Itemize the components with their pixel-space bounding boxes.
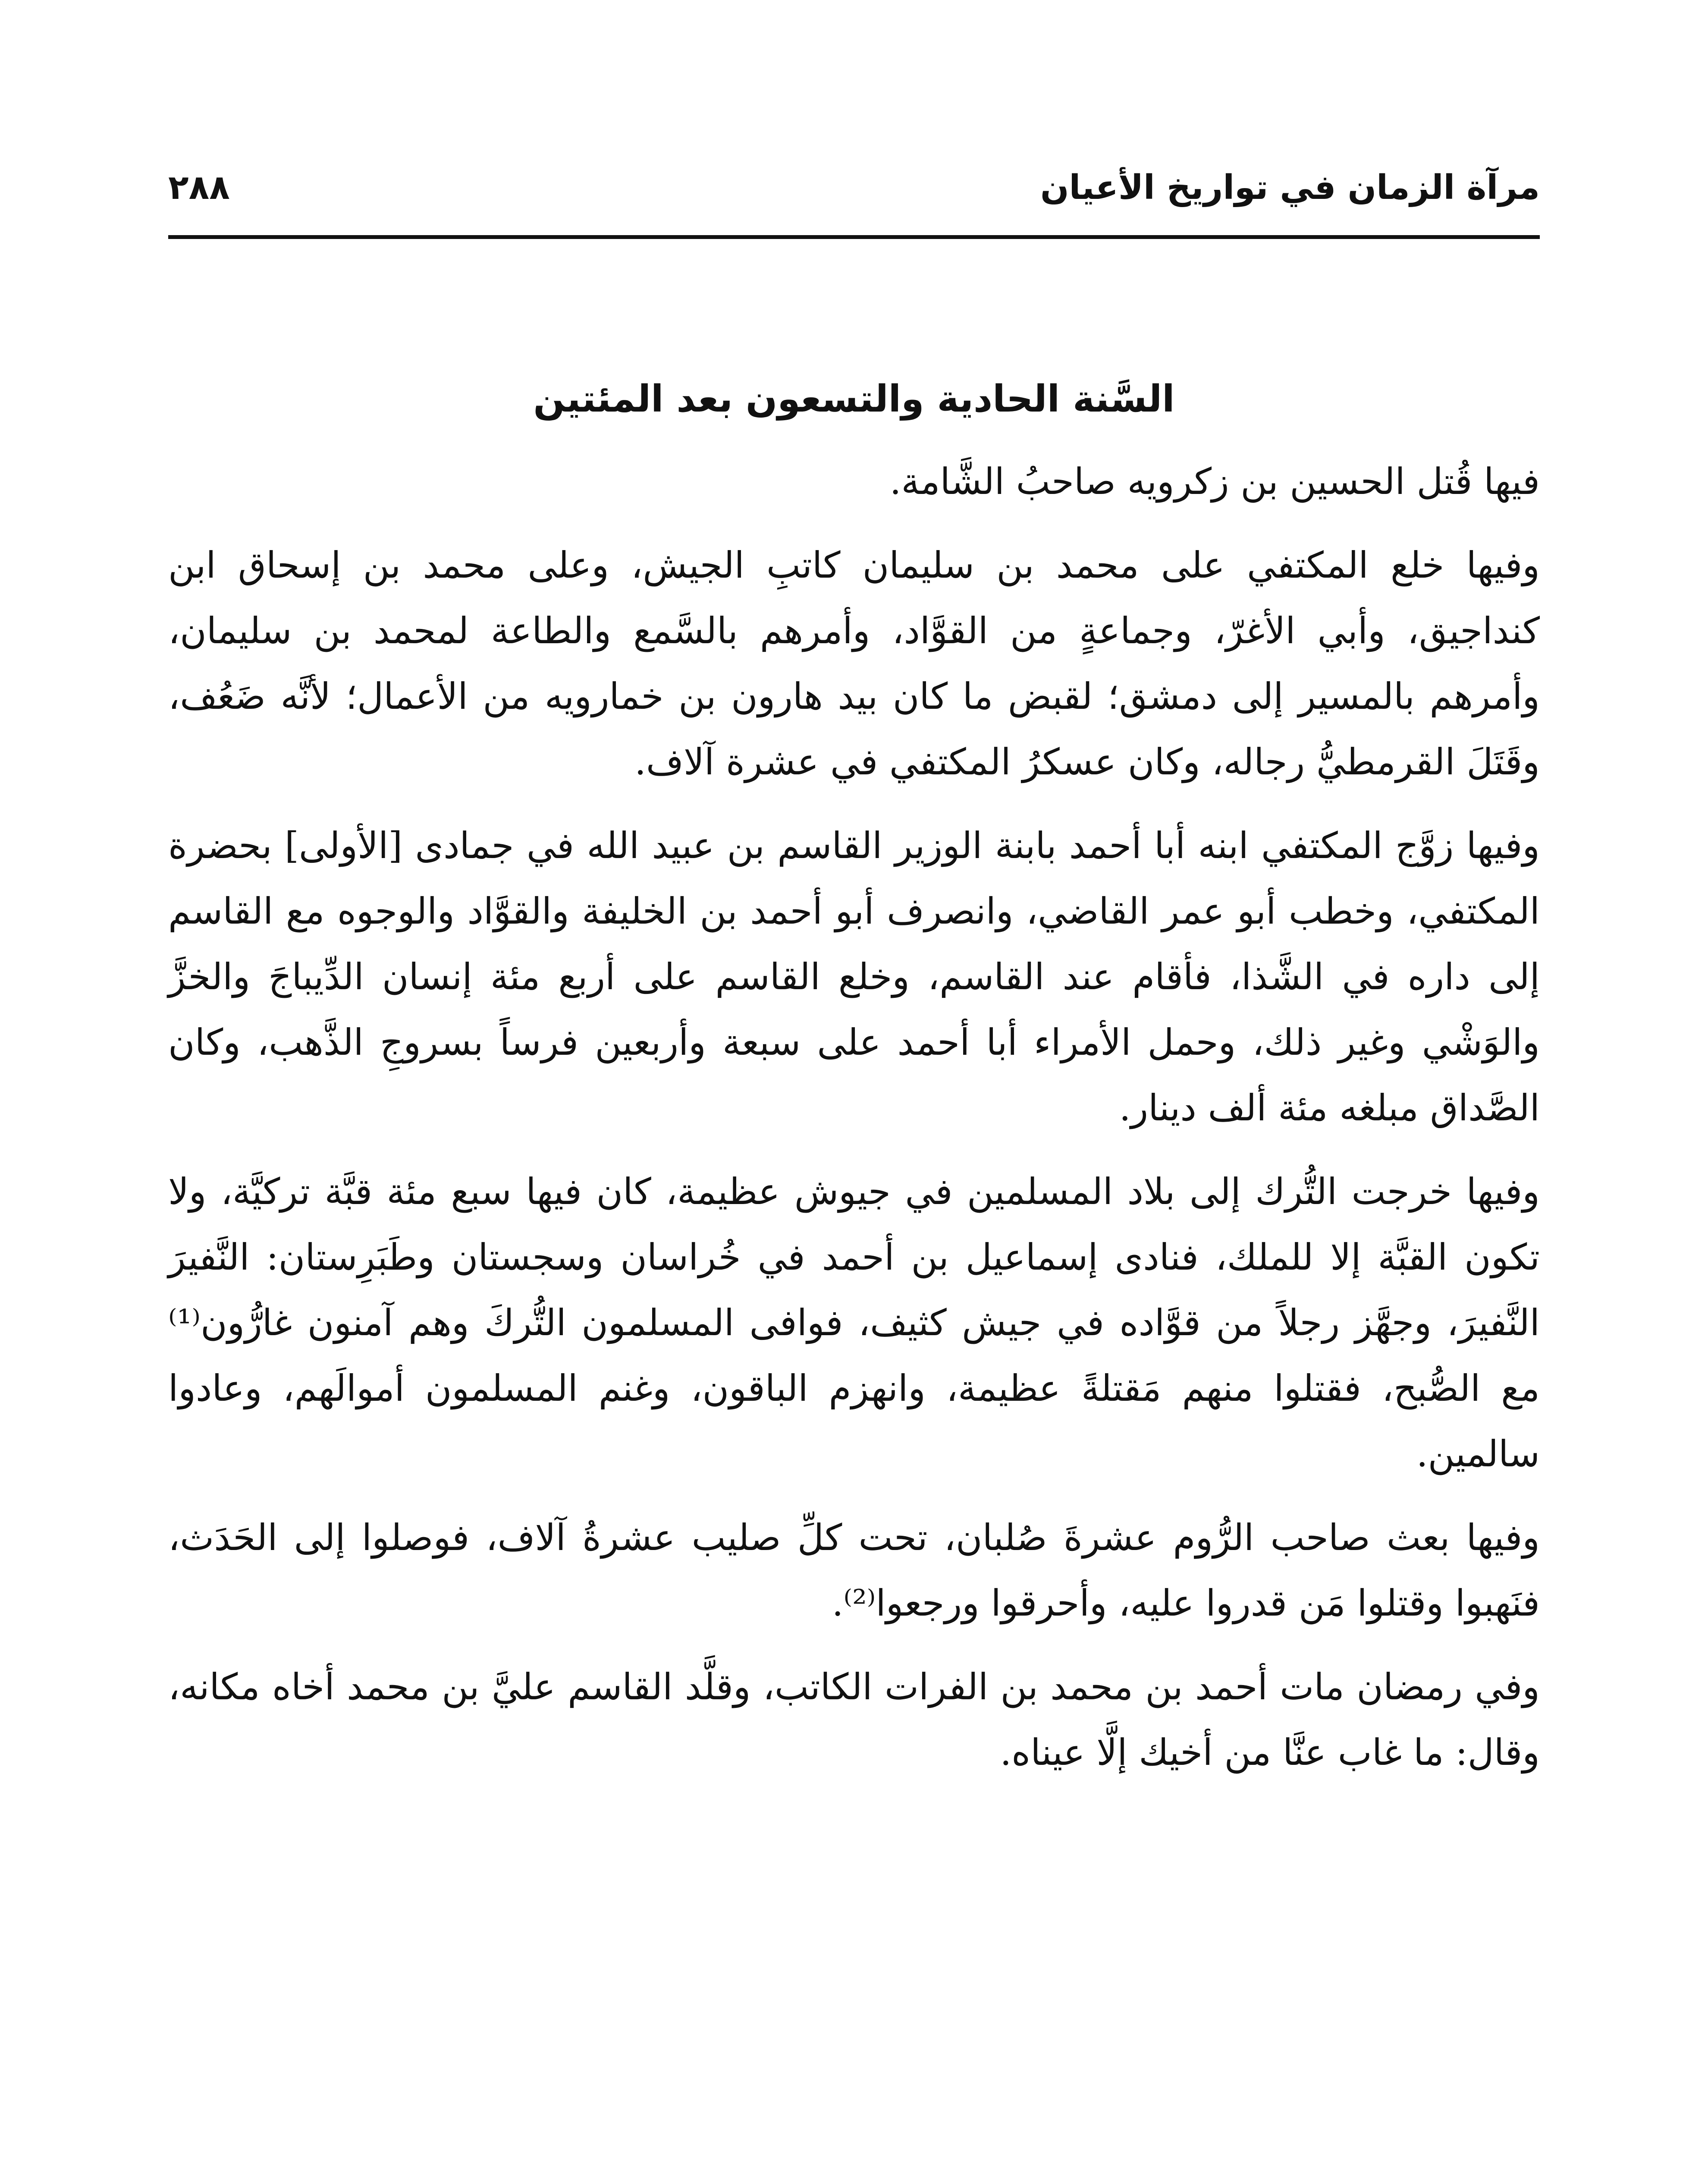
paragraph-1: فيها قُتل الحسين بن زكرويه صاحبُ الشَّامة.	[889, 460, 1540, 503]
chapter-title: السَّنة الحادية والتسعون بعد المئتين	[533, 377, 1175, 421]
header-rule	[168, 235, 1540, 239]
main-text	[168, 369, 1540, 1803]
page-number: ٢٨٨	[168, 168, 230, 207]
running-header	[168, 155, 1540, 220]
paragraph-5: وفيها بعث صاحب الرُّوم عشرةَ صُلبان، تحت كلِّ صليب عشرةُ آلاف، فوصلوا إلى الحَدَث، فنَهبوا وقتلوا مَن قدروا عليه، وأحرقوا ورجعوا⁽²⁾.	[168, 1516, 1540, 1624]
paragraph-3: وفيها زوَّج المكتفي ابنه أبا أحمد بابنة الوزير القاسم بن عبيد الله في جمادى [الأولى] بحضرة المكتفي، وخطب أبو عمر القاضي، وانصرف أبو أحمد بن الخليفة والقوَّاد والوجوه مع القاسم إلى داره في الشَّذا، فأقام عند القاسم، وخلع القاسم على أربع مئة إنسان الدِّيباجَ والخزَّ والوَشْي وغير ذلك، وحمل الأمراء أبا أحمد على سبعة وأربعين فرساً بسروجِ الذَّهب، وكان الصَّداق مبلغه مئة ألف دينار.	[168, 824, 1540, 1129]
paragraph-2: وفيها خلع المكتفي على محمد بن سليمان كاتبِ الجيش، وعلى محمد بن إسحاق ابن كنداجيق، وأبي الأغرّ، وجماعةٍ من القوَّاد، وأمرهم بالسَّمع والطاعة لمحمد بن سليمان، وأمرهم بالمسير إلى دمشق؛ لقبض ما كان بيد هارون بن خمارويه من الأعمال؛ لأنَّه ضَعُف، وقَتَلَ القرمطيُّ رجاله، وكان عسكرُ المكتفي في عشرة آلاف.	[168, 544, 1540, 783]
paragraph-6: وفي رمضان مات أحمد بن محمد بن الفرات الكاتب، وقلَّد القاسم عليَّ بن محمد أخاه مكانه، وقال: ما غاب عنَّا من أخيك إلَّا عيناه.	[168, 1666, 1540, 1773]
paragraph-4: وفيها خرجت التُّرك إلى بلاد المسلمين في جيوش عظيمة، كان فيها سبع مئة قبَّة تركيَّة، ولا تكون القبَّة إلا للملك، فنادى إسماعيل بن أحمد في خُراسان وسجستان وطَبَرِستان: النَّفيرَ النَّفيرَ، وجهَّز رجلاً من قوَّاده في جيش كثيف، فوافى المسلمون التُّركَ وهم آمنون غارُّون⁽¹⁾ مع الصُّبح، فقتلوا منهم مَقتلةً عظيمة، وانهزم الباقون، وغنم المسلمون أموالَهم، وعادوا سالمين.	[168, 1170, 1540, 1475]
book-title: مرآة الزمان في تواريخ الأعيان	[1040, 168, 1540, 207]
